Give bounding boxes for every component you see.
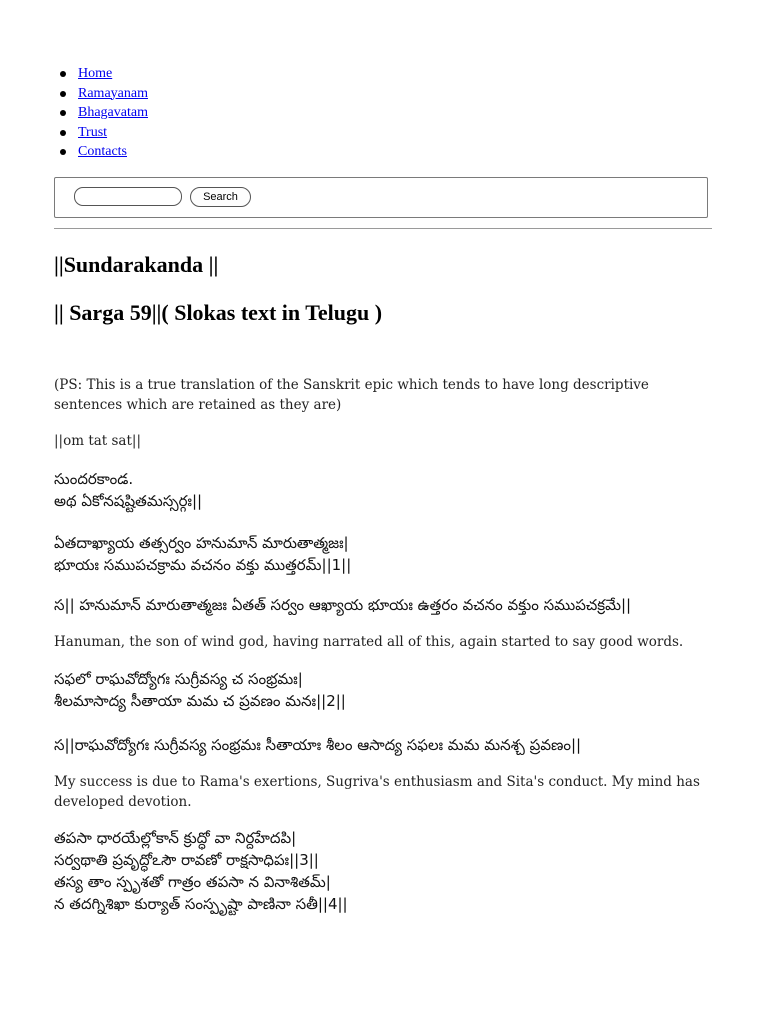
nav-link-home[interactable]: Home bbox=[78, 66, 113, 81]
verse-line: అథ ఏకోనషష్టితమస్సర్గః|| bbox=[54, 492, 203, 510]
search-button[interactable]: Search bbox=[190, 187, 251, 207]
nav-link-bhagavatam[interactable]: Bhagavatam bbox=[78, 105, 148, 120]
nav-item-bhagavatam bbox=[78, 103, 148, 123]
verse-line: భూయః సముపచక్రామ వచనం వక్తు ముత్తరమ్||1|| bbox=[54, 556, 352, 574]
translation-2: My success is due to Rama's exertions, Sugriva's enthusiasm and Sita's conduct. My mind has developed devotion. bbox=[54, 774, 700, 810]
nav-link-contacts[interactable]: Contacts bbox=[78, 144, 127, 159]
nav-item-trust bbox=[78, 123, 148, 143]
nav-item-contacts bbox=[78, 142, 148, 162]
sloka-1 bbox=[54, 532, 714, 576]
search-form bbox=[54, 177, 708, 218]
verse-line: స||రాఘవోద్యోగః సుగ్రీవస్య సంభ్రమః సీతాయాః శీలం ఆసాద్య సఫలః మమ మనశ్చ ప్రవణం|| bbox=[54, 736, 582, 754]
verse-line: స|| హనుమాన్ మారుతాత్మజః ఏతత్ సర్వం ఆఖ్యాయ భూయః ఉత్తరం వచనం వక్తుం సముపచక్రమే|| bbox=[54, 596, 632, 614]
search-input[interactable] bbox=[74, 187, 182, 206]
sandhi-1 bbox=[54, 594, 714, 616]
sarga-heading: || Sarga 59||( Slokas text in Telugu ) bbox=[54, 300, 383, 325]
intro-verse bbox=[54, 468, 714, 512]
kanda-heading: ||Sundarakanda || bbox=[54, 252, 219, 277]
sloka-2 bbox=[54, 668, 714, 712]
sloka-3 bbox=[54, 827, 714, 915]
verse-line: న తదగ్నిశిఖా కుర్యాత్ సంస్పృష్టా పాణినా సతీ||4|| bbox=[54, 895, 348, 913]
sandhi-2 bbox=[54, 734, 714, 756]
verse-line: సఫలో రాఘవోద్యోగః సుగ్రీవస్య చ సంభ్రమః| bbox=[54, 670, 303, 688]
nav-item-home bbox=[78, 64, 148, 84]
translation-1: Hanuman, the son of wind god, having narrated all of this, again started to say good words. bbox=[54, 634, 684, 650]
om-tat-sat: ||om tat sat|| bbox=[54, 433, 142, 449]
verse-line: ఏతదాఖ్యాయ తత్సర్వం హనుమాన్ మారుతాత్మజః| bbox=[54, 534, 349, 552]
nav-item-ramayanam bbox=[78, 84, 148, 104]
verse-line: సర్వథాతి ప్రవృద్ధోఽసౌ రావణో రాక్షసాధిపః||3|| bbox=[54, 851, 319, 869]
nav-link-ramayanam[interactable]: Ramayanam bbox=[78, 85, 148, 101]
nav-link-trust[interactable]: Trust bbox=[78, 124, 108, 140]
verse-line: తస్య తాం స్పృశతో గాత్రం తపసా న వినాశితమ్| bbox=[54, 873, 331, 891]
ps-note: (PS: This is a true translation of the Sanskrit epic which tends to have long descriptive sentences which are retained as they are) bbox=[54, 377, 649, 413]
divider bbox=[54, 228, 712, 229]
verse-line: తపసా ధారయేల్లోకాన్ క్రుద్ధో వా నిర్దహేదపి| bbox=[54, 829, 297, 847]
verse-line: సుందరకాండ. bbox=[54, 470, 134, 488]
verse-line: శీలమాసాద్య సీతాయా మమ చ ప్రవణం మనః||2|| bbox=[54, 692, 346, 710]
main-nav bbox=[78, 64, 148, 162]
